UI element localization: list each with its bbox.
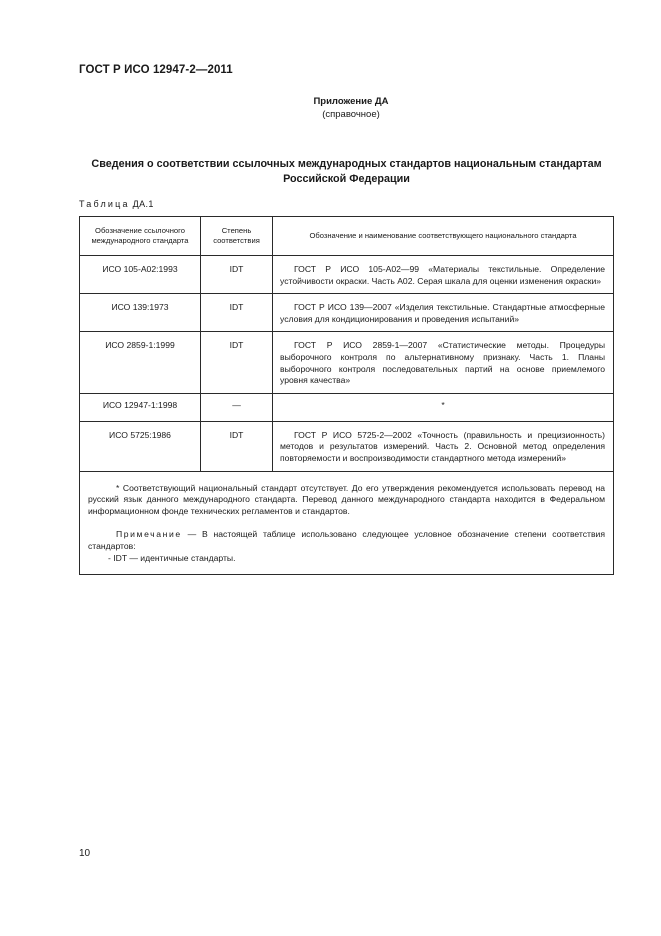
cell-international-code: ИСО 105-А02:1993 [80, 256, 201, 294]
national-standard-text: ГОСТ Р ИСО 2859-1—2007 «Статистические методы. Процедуры выборочного контроля по альтернативному признаку. Часть 1. Планы выборочного контроля последовательных партий на основе приемлемого уровня качества» [280, 340, 605, 386]
section-heading [79, 157, 614, 187]
cell-national-standard [273, 256, 614, 294]
cell-national-standard [273, 332, 614, 393]
cell-national-standard [273, 294, 614, 332]
page-number: 10 [79, 848, 91, 859]
column-header-international-standard: Обозначение ссылочного международного стандарта [80, 217, 201, 256]
cell-degree: IDT [201, 421, 273, 471]
appendix-subtitle: (справочное) [322, 109, 380, 120]
table-row [80, 393, 614, 421]
table-caption-number: ДА.1 [132, 199, 154, 209]
national-standard-text: ГОСТ Р ИСО 139—2007 «Изделия текстильные. Стандартные атмосферные условия для кондиционирования и проведения испытаний» [280, 302, 605, 324]
appendix-title: Приложение ДА [313, 96, 389, 107]
cell-degree: IDT [201, 294, 273, 332]
document-code: ГОСТ Р ИСО 12947-2—2011 [79, 64, 233, 76]
note-label: Примечание [116, 529, 182, 540]
note-text: — В настоящей таблице использовано следующее условное обозначение степени соответствия стандартов: [88, 529, 606, 551]
cell-national-standard: * [273, 393, 614, 421]
heading-line-2: Российской Федерации [283, 173, 410, 185]
cell-international-code: ИСО 5725:1986 [80, 421, 201, 471]
cell-international-code: ИСО 12947-1:1998 [80, 393, 201, 421]
note-list-item: - IDT — идентичные стандарты. [108, 552, 236, 563]
table-footnote: * Соответствующий национальный стандарт отсутствует. До его утверждения рекомендуется использовать перевод на русский язык данного международного стандарта. Перевод данного международного стандарта находится в Федеральном информационном фонде технических регламентов и стандартов. [88, 482, 605, 516]
cell-international-code: ИСО 139:1973 [80, 294, 201, 332]
table-row [80, 294, 614, 332]
table-caption [79, 199, 154, 209]
cell-national-standard [273, 421, 614, 471]
national-standard-text: ГОСТ Р ИСО 105-А02—99 «Материалы текстильные. Определение устойчивости окраски. Часть А02. Серая шкала для оценки изменения окраски» [280, 264, 605, 286]
table-header-row [80, 217, 614, 256]
cell-degree: IDT [201, 332, 273, 393]
cell-degree: — [201, 393, 273, 421]
cell-degree: IDT [201, 256, 273, 294]
national-standard-text: ГОСТ Р ИСО 5725-2—2002 «Точность (правильность и прецизионность) методов и результатов измерений. Часть 2. Основной метод определения повторяемости и воспроизводимости стандартного метода измерений» [280, 429, 605, 463]
table-notes [80, 471, 614, 575]
table-row [80, 421, 614, 471]
table-row [80, 332, 614, 393]
cell-international-code: ИСО 2859-1:1999 [80, 332, 201, 393]
table-caption-label: Таблица [79, 199, 130, 209]
column-header-national-standard: Обозначение и наименование соответствующего национального стандарта [273, 217, 614, 256]
column-header-degree: Степень соответствия [201, 217, 273, 256]
table-notes-row [80, 471, 614, 575]
table-note [88, 529, 605, 552]
correspondence-table [79, 216, 614, 575]
appendix-block [200, 95, 502, 121]
table-row [80, 256, 614, 294]
heading-line-1: Сведения о соответствии ссылочных международных стандартов национальным стандартам [91, 158, 602, 170]
